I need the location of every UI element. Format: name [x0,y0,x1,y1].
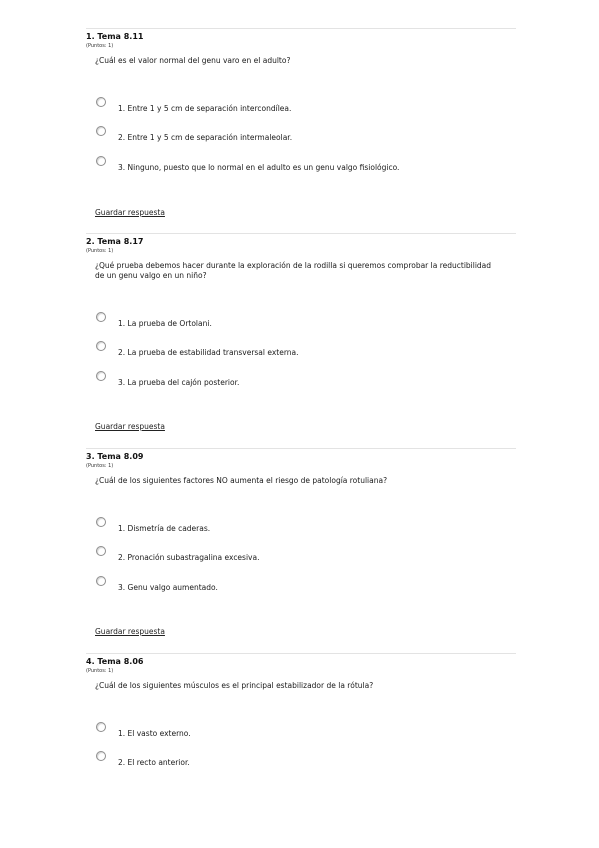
answer-label: 2. La prueba de estabilidad transversal externa. [118,348,299,357]
question-text: ¿Cuál de los siguientes músculos es el principal estabilizador de la rótula? [95,681,374,690]
radio-button[interactable] [96,341,106,351]
answer-option-2[interactable] [96,126,516,146]
answer-option-2[interactable] [96,341,516,361]
answer-option-2[interactable] [96,751,516,771]
answer-label: 1. El vasto externo. [118,729,191,738]
answer-label: 2. Pronación subastragalina excesiva. [118,553,260,562]
question-title: 4. Tema 8.06 [86,657,144,666]
answer-label: 3. La prueba del cajón posterior. [118,378,240,387]
radio-button[interactable] [96,156,106,166]
question-points: (Puntos: 1) [86,43,114,49]
radio-button[interactable] [96,751,106,761]
radio-button[interactable] [96,546,106,556]
radio-button[interactable] [96,97,106,107]
question-text: ¿Cuál es el valor normal del genu varo en el adulto? [95,56,291,65]
answer-label: 3. Ninguno, puesto que lo normal en el adulto es un genu valgo fisiológico. [118,163,400,172]
question-title: 1. Tema 8.11 [86,32,144,41]
question-text: ¿Cuál de los siguientes factores NO aumenta el riesgo de patología rotuliana? [95,476,388,485]
answer-option-1[interactable] [96,312,516,332]
answer-option-1[interactable] [96,517,516,537]
answer-label: 2. El recto anterior. [118,758,190,767]
answer-label: 2. Entre 1 y 5 cm de separación intermaleolar. [118,133,293,142]
question-3 [86,452,516,647]
answer-option-3[interactable] [96,576,516,596]
question-1 [86,32,516,222]
answer-option-3[interactable] [96,371,516,391]
radio-button[interactable] [96,371,106,381]
save-answer-link[interactable]: Guardar respuesta [95,627,165,636]
answer-label: 1. Dismetría de caderas. [118,524,211,533]
answer-option-2[interactable] [96,546,516,566]
radio-button[interactable] [96,576,106,586]
question-divider [86,653,516,654]
save-answer-link[interactable]: Guardar respuesta [95,422,165,431]
answer-label: 1. Entre 1 y 5 cm de separación intercondílea. [118,104,292,113]
question-points: (Puntos: 1) [86,668,114,674]
question-4 [86,657,516,787]
radio-button[interactable] [96,312,106,322]
question-text: ¿Qué prueba debemos hacer durante la exploración de la rodilla si queremos comprobar la reductibilidad de un genu valgo en un niño? [95,261,492,280]
question-points: (Puntos: 1) [86,463,114,469]
answer-option-3[interactable] [96,156,516,176]
question-divider [86,448,516,449]
radio-button[interactable] [96,722,106,732]
question-title: 3. Tema 8.09 [86,452,144,461]
radio-button[interactable] [96,517,106,527]
question-title: 2. Tema 8.17 [86,237,144,246]
save-answer-link[interactable]: Guardar respuesta [95,208,165,217]
answer-label: 3. Genu valgo aumentado. [118,583,218,592]
answer-option-1[interactable] [96,722,516,742]
radio-button[interactable] [96,126,106,136]
question-divider [86,233,516,234]
question-points: (Puntos: 1) [86,248,114,254]
question-2 [86,237,516,437]
answer-option-1[interactable] [96,97,516,117]
question-divider [86,28,516,29]
answer-label: 1. La prueba de Ortolani. [118,319,212,328]
